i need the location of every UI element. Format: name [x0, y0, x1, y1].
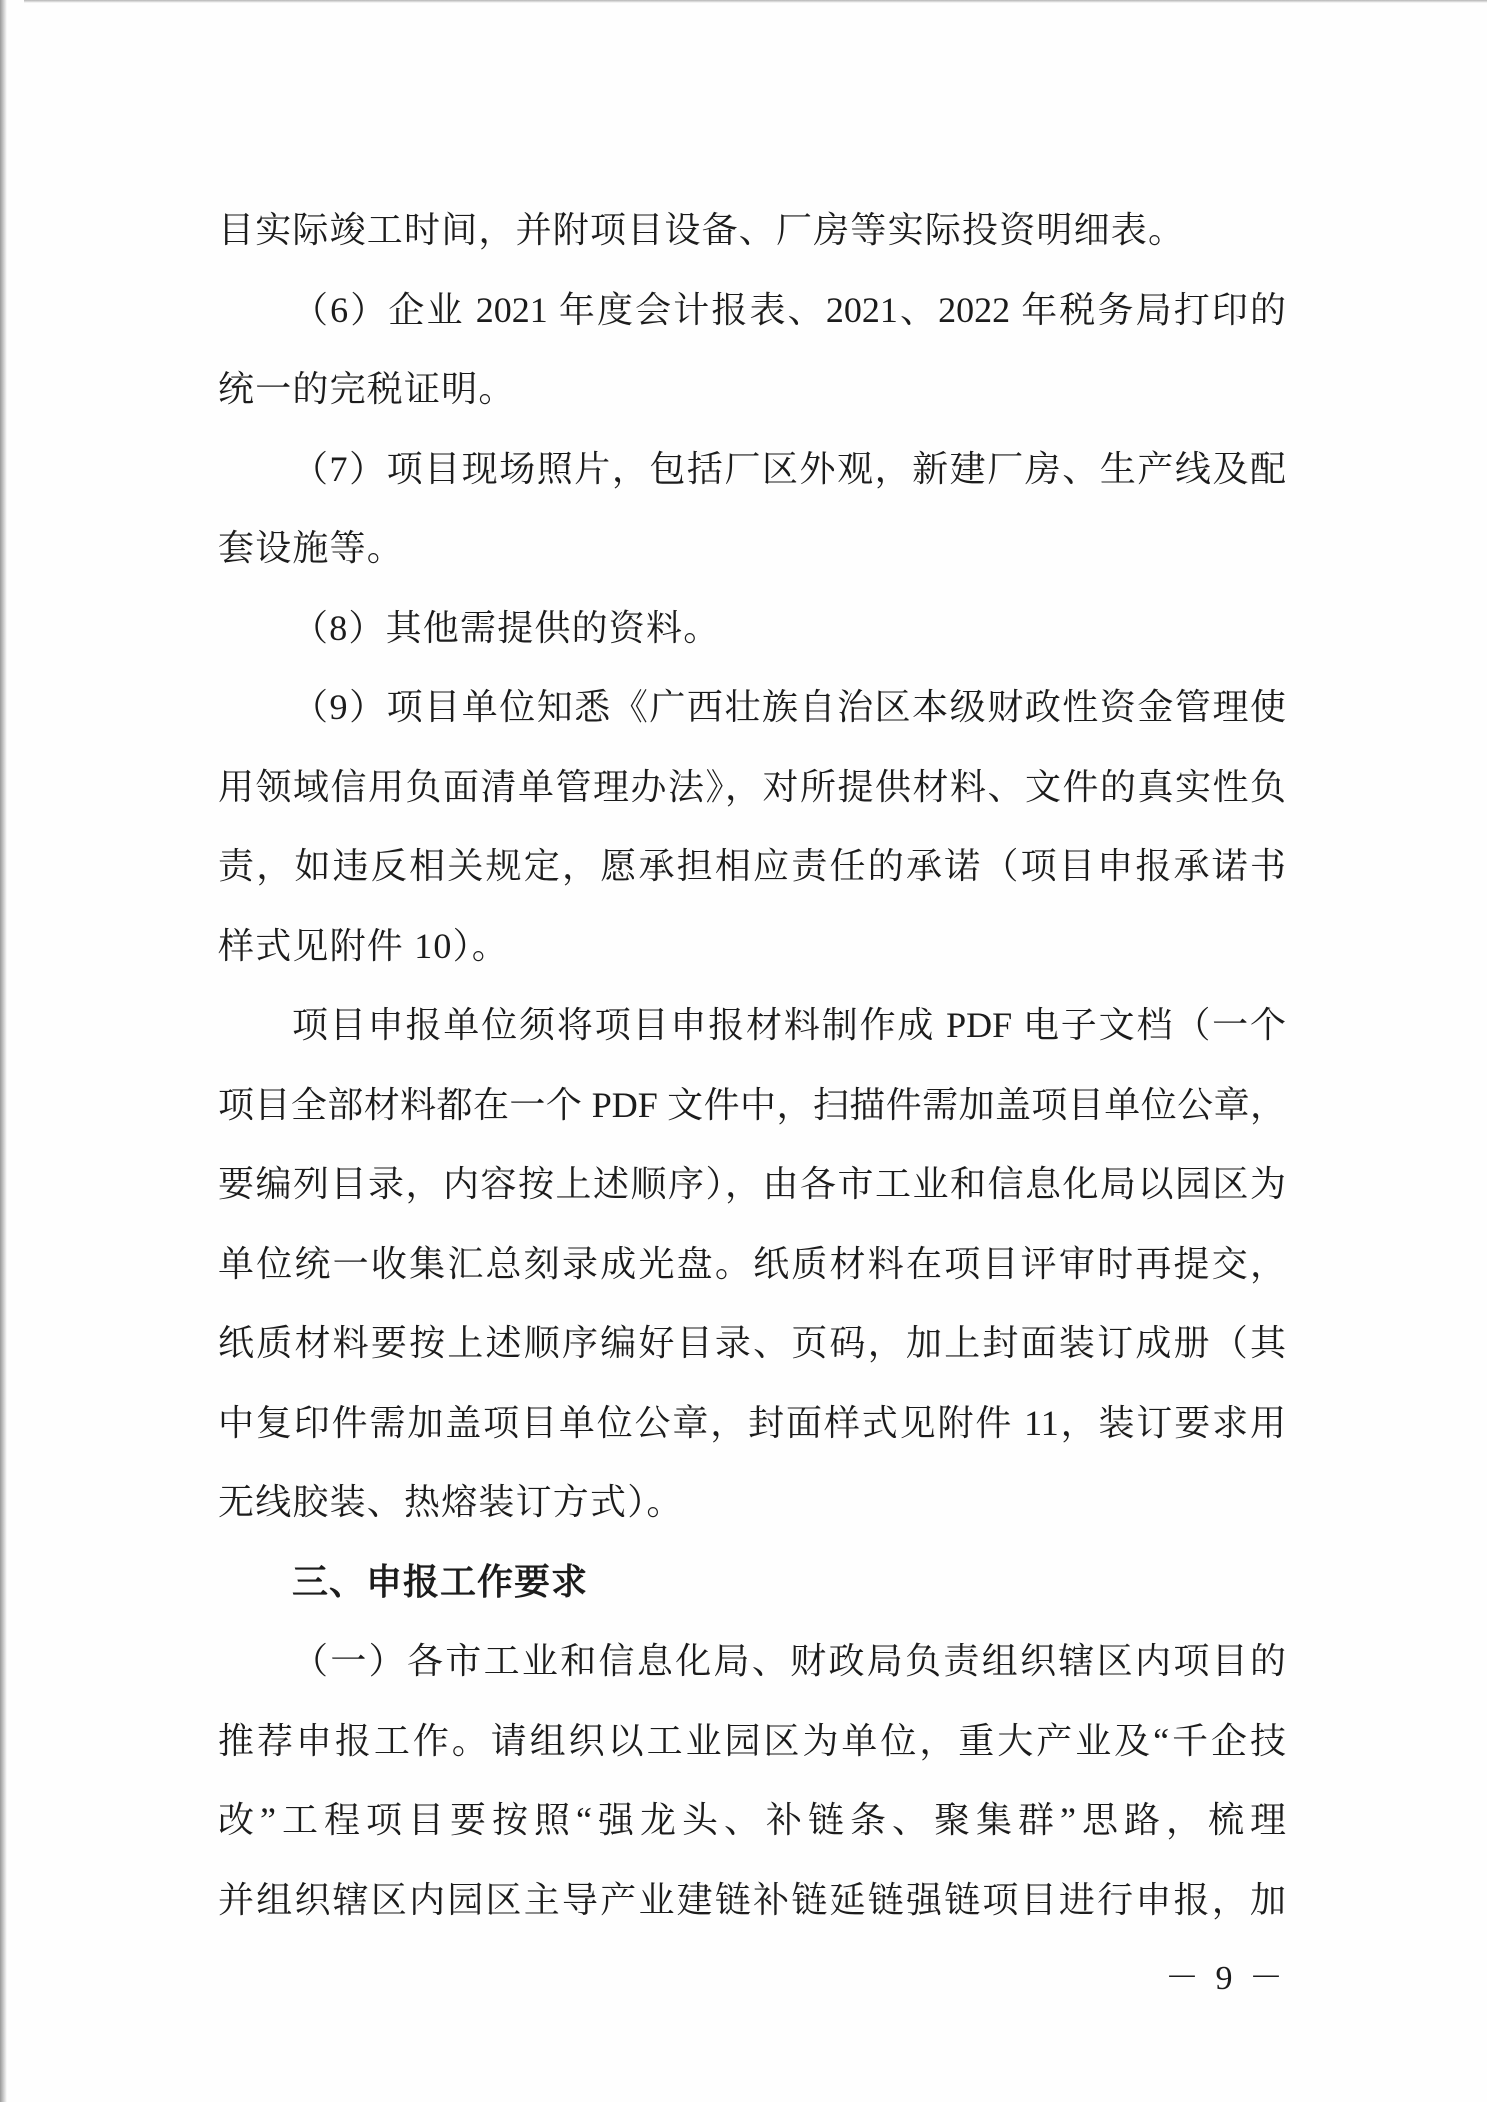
text-line: （6）企业 2021 年度会计报表、2021、2022 年税务局打印的: [292, 289, 1286, 330]
text-line: 纸质材料要按上述顺序编好目录、页码，加上封面装订成册（其: [218, 1323, 1286, 1363]
page-number: － 9 －: [1165, 1960, 1287, 1997]
text-line: 项目申报单位须将项目申报材料制作成 PDF 电子文档（一个: [292, 1005, 1286, 1045]
paragraph-continuation: [218, 191, 1286, 271]
paragraph-section-item-1: [218, 1622, 1286, 1940]
text-line: 改”工程项目要按照“强龙头、补链条、聚集群”思路，梳理: [218, 1800, 1286, 1840]
paragraph-item-9: [218, 668, 1286, 986]
text-line: 中复印件需加盖项目单位公章，封面样式见附件 11，装订要求用: [218, 1402, 1286, 1443]
text-line: 项目全部材料都在一个 PDF 文件中，扫描件需加盖项目单位公章，: [218, 1084, 1286, 1125]
text-line: 责，如违反相关规定，愿承担相应责任的承诺（项目申报承诺书: [218, 846, 1286, 886]
section-heading: 三、申报工作要求: [292, 1561, 589, 1603]
text-line: 样式见附件 10）。: [218, 925, 510, 966]
text-line: 目实际竣工时间，并附项目设备、厂房等实际投资明细表。: [218, 210, 1186, 250]
text-line: （7）项目现场照片，包括厂区外观，新建厂房、生产线及配: [292, 448, 1286, 489]
paragraph-submission-format: [218, 986, 1286, 1543]
text-line: 套设施等。: [218, 528, 405, 568]
text-line: 要编列目录，内容按上述顺序），由各市工业和信息化局以园区为: [218, 1164, 1286, 1204]
text-line: （9）项目单位知悉《广西壮族自治区本级财政性资金管理使: [292, 687, 1286, 727]
text-line: 单位统一收集汇总刻录成光盘。纸质材料在项目评审时再提交，: [218, 1243, 1286, 1284]
text-line: （8）其他需提供的资料。: [292, 607, 721, 648]
body-text: [218, 191, 1286, 1940]
paragraph-item-7: [218, 430, 1286, 589]
text-line: （一）各市工业和信息化局、财政局负责组织辖区内项目的: [292, 1641, 1286, 1681]
scan-edge-top: [24, 0, 1487, 3]
text-line: 无线胶装、热熔装订方式）。: [218, 1482, 684, 1522]
text-line: 统一的完税证明。: [218, 369, 516, 409]
scan-edge-left: [0, 0, 7, 2102]
text-line: 推荐申报工作。请组织以工业园区为单位，重大产业及“千企技: [218, 1720, 1286, 1761]
paragraph-item-8: [218, 589, 1286, 669]
text-line: 并组织辖区内园区主导产业建链补链延链强链项目进行申报，加: [218, 1879, 1286, 1920]
paragraph-item-6: [218, 271, 1286, 430]
text-line: 用领域信用负面清单管理办法》，对所提供材料、文件的真实性负: [218, 766, 1286, 807]
